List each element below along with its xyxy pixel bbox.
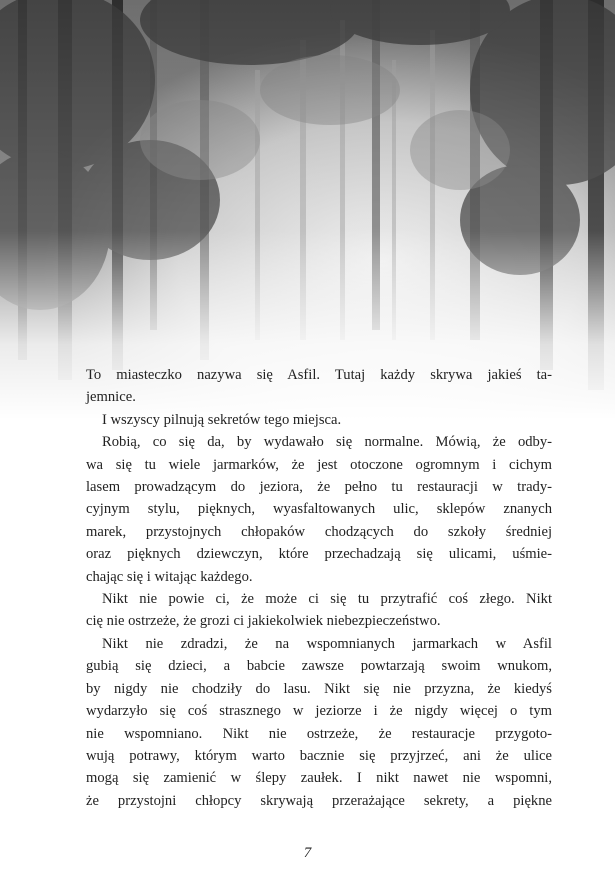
paragraph-5-line-3: by nigdy nie chodziły do lasu. Nikt się nie przyzna, że kiedyś xyxy=(86,680,552,697)
misty-forest-illustration xyxy=(0,0,615,420)
paragraph-2-line-1: I wszyscy pilnują sekretów tego miejsca. xyxy=(102,411,342,428)
paragraph-5-line-5: nie wspomniano. Nikt nie ostrzeże, że restauracje przygoto- xyxy=(86,725,552,742)
paragraph-4-line-2: cię nie ostrzeże, że grozi ci jakiekolwiek niebezpieczeństwo. xyxy=(86,613,441,630)
paragraph-5-line-1: Nikt nie zdradzi, że na wspomnianych jarmarkach w Asfil xyxy=(102,635,552,652)
paragraph-3-line-7: chając się i witając każdego. xyxy=(86,568,253,585)
paragraph-3-line-5: marek, przystojnych chłopaków chodzących do szkoły średniej xyxy=(86,523,552,540)
paragraph-5-line-8: że przystojni chłopcy skrywają przerażające sekrety, a piękne xyxy=(86,792,552,809)
paragraph-3-line-3: lasem prowadzącym do jeziora, że pełno tu restauracji w trady- xyxy=(86,479,552,496)
page-number: 7 xyxy=(303,845,312,861)
paragraph-3-line-6: oraz pięknych dziewczyn, które przechadzają się ulicami, uśmie- xyxy=(86,546,552,563)
paragraph-4-line-1: Nikt nie powie ci, że może ci się tu przytrafić coś złego. Nikt xyxy=(102,591,552,608)
paragraph-1-line-1: To miasteczko nazywa się Asfil. Tutaj każdy skrywa jakieś ta- xyxy=(86,367,552,383)
paragraph-3-line-1: Robią, co się da, by wydawało się normalne. Mówią, że odby- xyxy=(102,434,552,451)
paragraph-5-line-6: wują potrawy, którym warto bacznie się przyjrzeć, ani że ulice xyxy=(86,747,552,764)
paragraph-5-line-7: mogą się zamienić w ślepy zaułek. I nikt nawet nie wspomni, xyxy=(86,770,552,787)
paragraph-3-line-4: cyjnym stylu, pięknych, wyasfaltowanych ulic, sklepów znanych xyxy=(86,501,552,518)
paragraph-3-line-2: wa się tu wiele jarmarków, że jest otoczone ogromnym i cichym xyxy=(86,456,552,473)
paragraph-1-line-2: jemnice. xyxy=(86,389,136,406)
paragraph-5-line-2: gubią się dzieci, a babcie zawsze powtarzają swoim wnukom, xyxy=(86,658,552,675)
paragraph-5-line-4: wydarzyło się coś strasznego w jeziorze i że nigdy więcej o tym xyxy=(86,703,552,720)
chapter-text xyxy=(86,364,552,812)
